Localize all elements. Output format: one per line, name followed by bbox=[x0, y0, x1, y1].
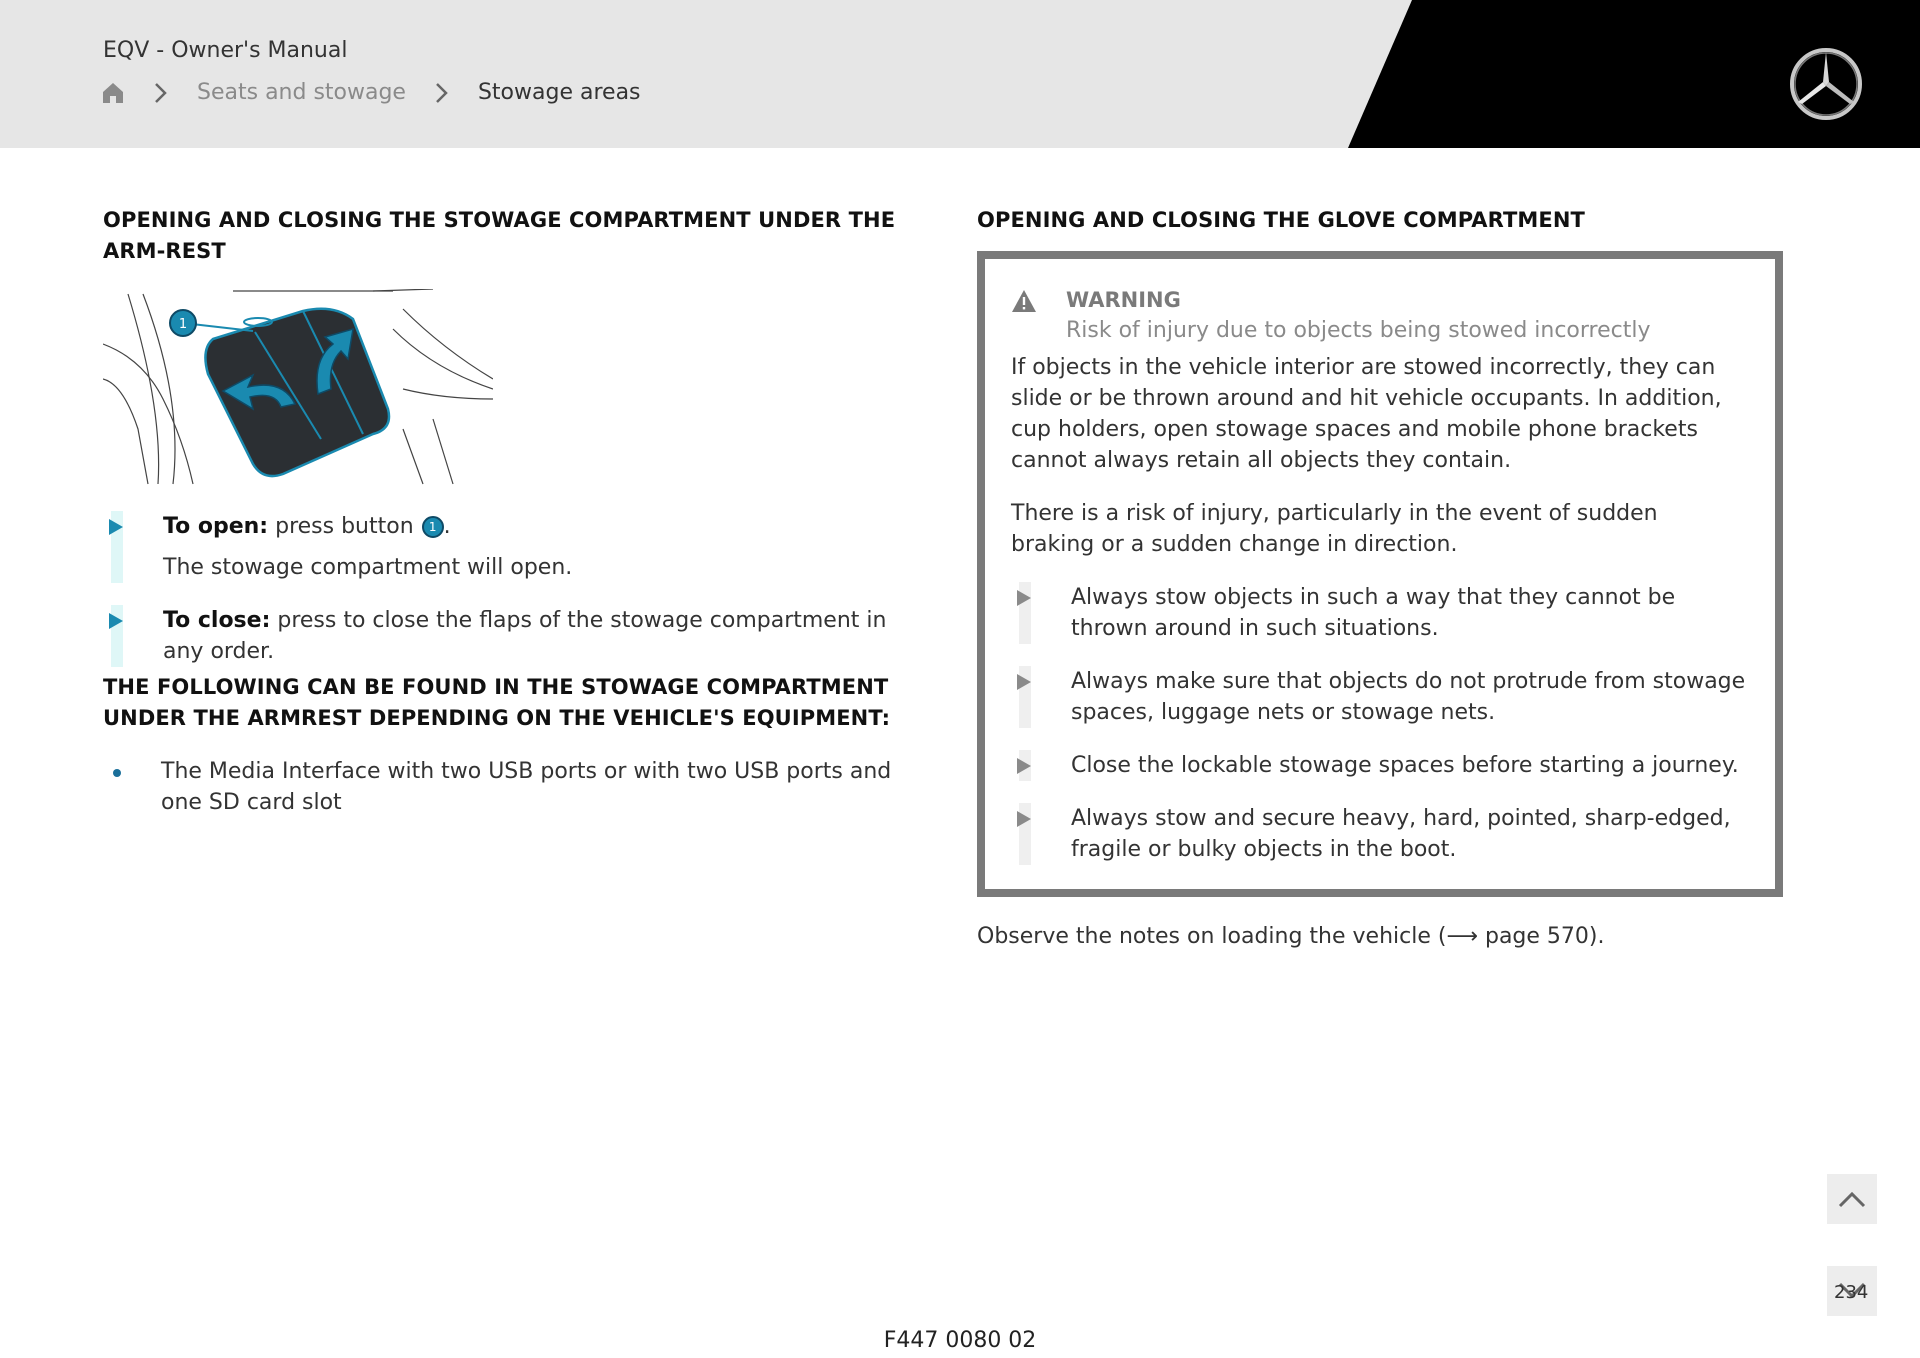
triangle-right-icon bbox=[109, 613, 123, 629]
chevron-right-icon bbox=[151, 81, 171, 105]
warning-paragraph: If objects in the vehicle interior are stowed incorrectly, they can slide or be thrown around and hit vehicle occupants. In addition, cup holders, open stowage spaces and mobile phone brackets cannot always retain all objects they contain. bbox=[1011, 355, 1722, 473]
warning-list bbox=[1011, 582, 1747, 865]
triangle-right-icon bbox=[1017, 590, 1031, 606]
warning-header bbox=[1011, 285, 1747, 346]
section-heading-glove: OPENING AND CLOSING THE GLOVE COMPARTMENT bbox=[977, 208, 1585, 232]
warning-list-item bbox=[1011, 582, 1747, 644]
loading-note[interactable]: Observe the notes on loading the vehicle (⟶ page 570). bbox=[977, 924, 1605, 949]
mercedes-star-logo bbox=[1788, 46, 1864, 122]
warning-list-item bbox=[1011, 750, 1747, 781]
triangle-right-icon bbox=[1017, 674, 1031, 690]
triangle-right-icon bbox=[1017, 811, 1031, 827]
section-heading-armrest: OPENING AND CLOSING THE STOWAGE COMPARTMENT UNDER THE ARM-REST bbox=[103, 208, 896, 263]
chevron-right-icon bbox=[432, 81, 452, 105]
right-column bbox=[977, 205, 1783, 952]
breadcrumb bbox=[101, 80, 641, 105]
svg-text:1: 1 bbox=[178, 317, 188, 332]
warning-paragraph: There is a risk of injury, particularly in the event of sudden braking or a sudden change in direction. bbox=[1011, 501, 1658, 557]
step-label: To close: bbox=[163, 608, 271, 633]
warning-triangle-icon bbox=[1011, 289, 1037, 313]
document-title: EQV - Owner's Manual bbox=[103, 38, 348, 63]
step-close bbox=[103, 605, 903, 667]
callout-badge-1: 1 bbox=[422, 516, 444, 538]
triangle-right-icon bbox=[109, 519, 123, 535]
header-black-panel bbox=[0, 0, 1920, 148]
step-text: press button bbox=[275, 514, 414, 539]
list-item bbox=[103, 756, 903, 818]
warning-list-text: Close the lockable stowage spaces before starting a journey. bbox=[1071, 753, 1739, 778]
page-number: 234 bbox=[1834, 1282, 1869, 1303]
armrest-illustration bbox=[103, 289, 493, 489]
left-column bbox=[103, 205, 903, 818]
scroll-up-button[interactable] bbox=[1827, 1174, 1877, 1224]
warning-list-text: Always stow objects in such a way that they cannot be thrown around in such situations. bbox=[1071, 585, 1676, 641]
step-result: The stowage compartment will open. bbox=[163, 555, 573, 580]
breadcrumb-link-seats[interactable]: Seats and stowage bbox=[197, 80, 406, 105]
warning-list-text: Always make sure that objects do not protrude from stowage spaces, luggage nets or stowage nets. bbox=[1071, 669, 1746, 725]
warning-subtitle: Risk of injury due to objects being stowed incorrectly bbox=[1066, 318, 1651, 343]
section-heading-equipment: THE FOLLOWING CAN BE FOUND IN THE STOWAGE COMPARTMENT UNDER THE ARMREST DEPENDING ON THE VEHICLE'S EQUIPMENT: bbox=[103, 675, 891, 730]
list-item-text: The Media Interface with two USB ports or with two USB ports and one SD card slot bbox=[161, 759, 892, 815]
step-open bbox=[103, 511, 903, 583]
step-period: . bbox=[443, 514, 451, 539]
page-header bbox=[0, 0, 1920, 148]
warning-list-item bbox=[1011, 803, 1747, 865]
warning-list-text: Always stow and secure heavy, hard, pointed, sharp-edged, fragile or bulky objects in the boot. bbox=[1071, 806, 1731, 862]
chevron-up-icon bbox=[1837, 1189, 1867, 1209]
triangle-right-icon bbox=[1017, 758, 1031, 774]
warning-box bbox=[977, 251, 1783, 897]
breadcrumb-current: Stowage areas bbox=[477, 80, 641, 105]
home-icon[interactable] bbox=[101, 81, 125, 105]
step-label: To open: bbox=[163, 514, 269, 539]
step-text: press to close the flaps of the stowage compartment in any order. bbox=[163, 608, 887, 664]
bullet-dot bbox=[113, 769, 121, 777]
warning-title: WARNING bbox=[1066, 288, 1181, 312]
document-code: F447 0080 02 bbox=[883, 1328, 1037, 1353]
warning-list-item bbox=[1011, 666, 1747, 728]
